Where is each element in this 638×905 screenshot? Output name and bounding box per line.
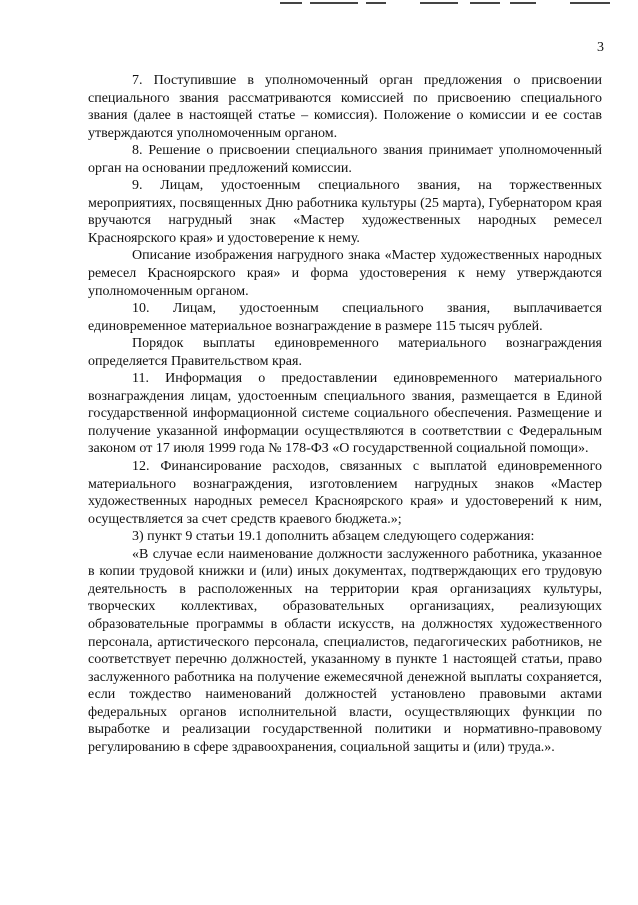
paragraph-12: 12. Финансирование расходов, связанных с выплатой единовременного материального вознаграждения, изготовлением нагрудных знаков «Мастер художественных народных ремесел Красноярского края» и удостоверений к ним, осуществляется за счет средств краевого бюджета.»; xyxy=(88,459,602,527)
paragraph-7: 7. Поступившие в уполномоченный орган предложения о присвоении специального звания рассматриваются комиссией по присвоению специального звания (далее в настоящей статье – комиссия). Положение о комиссии и ее состав утверждаются уполномоченным органом. xyxy=(88,73,602,141)
document-body xyxy=(88,72,602,756)
paragraph-badge-description: Описание изображения нагрудного знака «Мастер художественных народных ремесел Красноярского края» и форма удостоверения к нему утверждаются уполномоченным органом. xyxy=(88,248,602,299)
paragraph-10: 10. Лицам, удостоенным специального звания, выплачивается единовременное материальное вознаграждение в размере 115 тысяч рублей. xyxy=(88,301,602,334)
paragraph-8: 8. Решение о присвоении специального звания принимает уполномоченный орган на основании предложений комиссии. xyxy=(88,143,602,176)
paragraph-quoted-amendment: «В случае если наименование должности заслуженного работника, указанное в копии трудовой книжки и (или) иных документах, подтверждающих его трудовую деятельность в расположенных на территории края организациях культуры, творческих коллективах, образовательных организациях, реализующих образовательные программы в области искусств, на должностях художественного персонала, артистического персонала, специалистов, педагогических работников, не соответствует перечню должностей, указанному в пункте 1 настоящей статьи, право заслуженного работника на получение ежемесячной денежной выплаты сохраняется, если тождество наименований должностей установлено правовыми актами федеральных органов исполнительной власти, осуществляющих функции по выработке и реализации государственной политики и нормативно-правовому регулированию в сфере здравоохранения, социальной защиты и (или) труда.». xyxy=(88,546,602,755)
scan-artifact-marks xyxy=(270,0,638,6)
paragraph-amendment-3: 3) пункт 9 статьи 19.1 дополнить абзацем следующего содержания: xyxy=(132,529,535,545)
paragraph-payment-procedure: Порядок выплаты единовременного материального вознаграждения определяется Правительством края. xyxy=(88,336,602,369)
page-number: 3 xyxy=(597,40,604,55)
paragraph-9: 9. Лицам, удостоенным специального звания, на торжественных мероприятиях, посвященных Дню работника культуры (25 марта), Губернатором края вручаются нагрудный знак «Мастер художественных народных ремесел Красноярского края» и удостоверение к нему. xyxy=(88,178,602,246)
paragraph-11: 11. Информация о предоставлении единовременного материального вознаграждения лицам, удостоенным специального звания, размещается в Единой государственной информационной системе социального обеспечения. Размещение и получение указанной информации осуществляются в соответствии с Федеральным законом от 17 июля 1999 года № 178-ФЗ «О государственной социальной помощи». xyxy=(88,371,602,457)
